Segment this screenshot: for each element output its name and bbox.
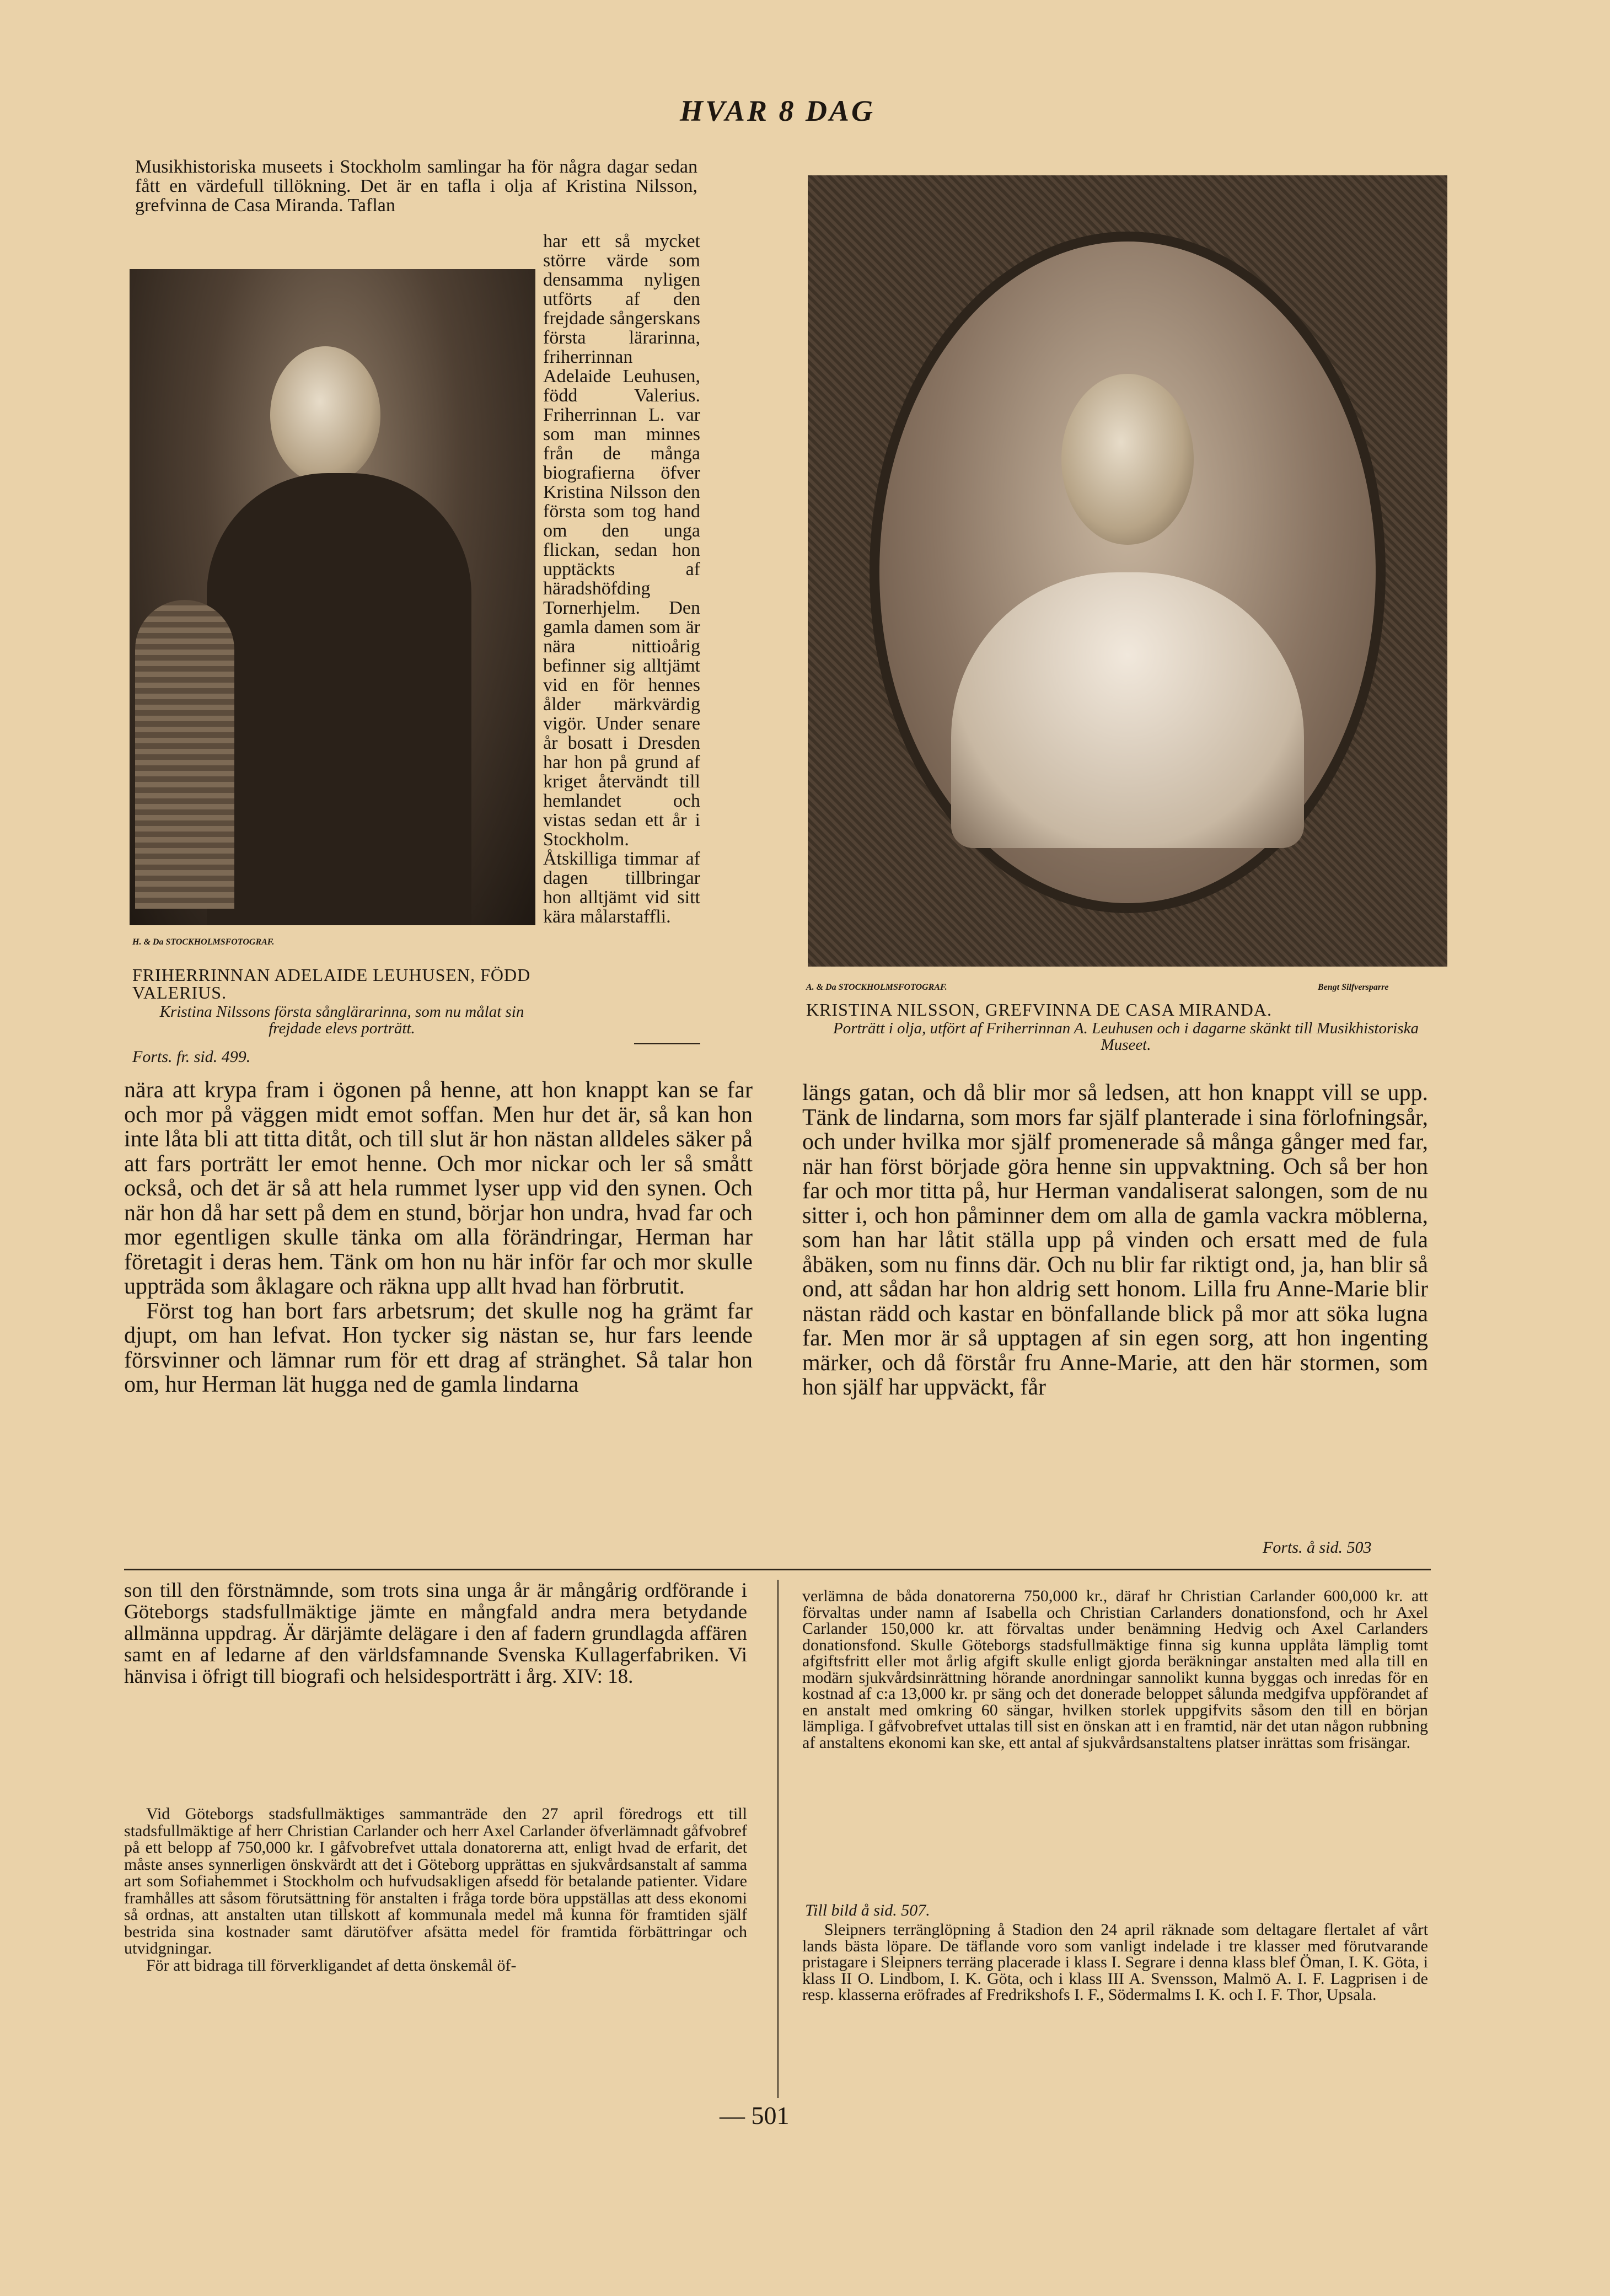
lower-left-text: son till den förstnämnde, som trots sina unga år är mångårig ordförande i Göteborgs stadsfullmäktige jämte en mångfald andra mera betydande allmänna uppdrag. Är därjämte delägare i den af fadern grundlagda affären samt en af ledarne af den världsfamnande Svenska Kullagerfabriken. Vi hänvisa i öfrigt till biografi och helsidesporträtt i årg. XIV: 18. — [124, 1579, 747, 1688]
page-header: HVAR 8 DAG — [679, 94, 876, 127]
lower-right-sleipner: Sleipners terränglöpning å Stadion den 24 april räknade som deltagare flertalet af vårt lands bästa löpare. De täflande voro som vanligt indelade i tre klasser med förutvarande pristagare i Sleipners terräng placerade i klass I. Segrare i denna klass blef Öman, I. K. Göta, i klass II O. Lindbom, I. K. Göta, och i klass III A. Svensson, Malmö A. I. F. Lagprisen i de resp. klasserna eröfrades af Fredrikshofs I. F., Södermalms I. K. och I. F. Thor, Upsala. — [802, 1921, 1428, 2004]
news-paragraph: Vid Göteborgs stadsfullmäktiges sammanträde den 27 april föredrogs ett till stadsfullmäktige af herr Christian Carlander och herr Axel Carlander öfverlämnadt gåfvobref på ett belopp af 750,000 kr. I gåfvobrefvet uttala donatorerna att, enligt hvad de erfarit, det måste anses synnerligen önskvärdt att det i Göteborg upprättas en sjukvårdsanstalt af samma art som Sofiahemmet i Stockholm och hufvudsakligen afsedd för betalande patienter. Vidare framhålles att såsom förutsättning för anstalten i fråga torde böra uppställas att dess ekonomi så ordnas, att anstalten utan tillskott af kommunala medel må kunna för framtiden själf bestrida sina kostnader samt därutöfver afsätta medel för framtida förbättringar och utvidgningar. — [124, 1805, 747, 1957]
lower-left-news — [124, 1806, 747, 1974]
photo-right-credit: A. & Da STOCKHOLMSFOTOGRAF. — [806, 983, 947, 992]
photo-left-credit: H. & Da STOCKHOLMSFOTOGRAF. — [132, 937, 275, 947]
portrait-photo-leuhusen — [130, 269, 535, 925]
oval-frame — [879, 242, 1376, 903]
photo-right-credit-painter: Bengt Silfversparre — [1318, 983, 1389, 992]
news-paragraph: För att bidraga till förverkligandet af detta önskemål öf- — [146, 1956, 517, 1975]
photo-right-subtitle: Porträtt i olja, utfört af Friherrinnan A. Leuhusen och i dagarne skänkt till Musikhistoriska Museet. — [833, 1020, 1419, 1054]
forts-left: Forts. fr. sid. 499. — [132, 1048, 251, 1066]
photo-left-subtitle: Kristina Nilssons första sånglärarinna, som nu målat sin frejdade elevs porträtt. — [159, 1003, 524, 1037]
story-paragraph: Först tog han bort fars arbetsrum; det skulle nog ha grämt far djupt, om han lefvat. Hon tycker sig nästan se, hur fars leende försvinner och lämnar rum för ett drag af stränghet. Så talar hon om, hur Herman lät hugga ned de gamla lindarna — [124, 1298, 753, 1397]
column-divider — [777, 1580, 779, 2098]
story-column-right: längs gatan, och då blir mor så ledsen, att hon knappt vill se upp. Tänk de lindarna, som mors far själf planterade i sina förlofningsår, och under hvilka mor själf promenerade så många gånger med far, när han först började göra henne sin uppvaktning. Och så ber hon far och mor titta på, hur Herman vandaliserat salongen, som de nu sitter i, och hon påminner dem om alla de gamla vackra möblerna, som han har låtit ställa upp på vinden och ersatt med de fula åbäken, som nu finns där. Och nu blir far riktigt ond, ja, han blir så ond, att sådan har hon aldrig sett honom. Lilla fru Anne-Marie blir nästan rädd och kastar en bönfallande blick på mor att söka lugna far. Men mor är så upptagen af sin egen sorg, att hon ingenting märker, och då förstår fru Anne-Marie, att den här stormen, som hon själf har uppväckt, får — [802, 1080, 1428, 1400]
forts-right: Forts. å sid. 503 — [1263, 1538, 1372, 1557]
section-divider — [124, 1569, 1431, 1570]
intro-end-rule — [634, 1043, 700, 1044]
photo-left-title: FRIHERRINNAN ADELAIDE LEUHUSEN, FÖDD VALERIUS. — [132, 965, 531, 1002]
page-number: — 501 — [720, 2101, 790, 2129]
story-paragraph: nära att krypa fram i ögonen på henne, att hon knappt kan se far och mor på väggen midt emot soffan. Men hur det är, så kan hon inte låta bli att titta ditåt, och till slut är hon nästan alldeles säker på att fars porträtt ler emot henne. Och mor nickar och ler så smått också, och det är så att hela rummet lyser upp vid den synen. Och när hon då har sett på dem en stund, börjar hon undra, hvad far och mor egentligen skulle tänka om alla förändringar, Herman har företagit i deras hem. Tänk om hon nu här inför far och mor skulle uppträda som åklagare och räkna upp allt hvad han förbrutit. — [124, 1077, 753, 1299]
portrait-head — [270, 346, 380, 484]
intro-text: Musikhistoriska museets i Stockholm samlingar ha för några dagar sedan fått en värdefull tillökning. Det är en tafla i olja af Kristina Nilsson, grefvinna de Casa Miranda. Taflan — [135, 157, 697, 216]
wicker-chair — [135, 600, 234, 909]
lace-collar — [951, 572, 1304, 848]
photo-right-title: KRISTINA NILSSON, GREFVINNA DE CASA MIRANDA. — [806, 1000, 1272, 1020]
painting-head — [1061, 374, 1194, 545]
portrait-body — [207, 473, 471, 925]
lower-right-text: verlämna de båda donatorerna 750,000 kr., däraf hr Christian Carlander 600,000 kr. att förvaltas under namn af Isabella och Christian Carlanders donationsfond, och hr Axel Carlander 150,000 kr. att förvaltas under benämning Hedvig och Axel Carlanders donationsfond. Skulle Göteborgs stadsfullmäktige finna sig kunna upplåta lämplig tomt afgiftsfritt eller mot årlig afgift skulle enligt gjorda beräkningar anstalten med alla till en modärn sjukvårdsinrättning hörande anordningar sannolikt kunna byggas och inredas för en kostnad af c:a 13,000 kr. pr säng och det donerade beloppet sålunda medgifva uppförandet af en anstalt med omkring 60 sängar, hvilken storlek uppgifvits såsom den till en början lämpliga. I gåfvobrefvet uttalas till sist en önskan att i en framtid, när det utan någon rubbning af anstaltens ekonomi kan ske, ett antal af sjukvårdsanstaltens platser inrättas som frisängar. — [802, 1587, 1428, 1752]
intro-continued: har ett så mycket större värde som densamma nyligen utförts af den frejdade sångerskans första lärarinna, friherrinnan Adelaide Leuhusen, född Valerius. Friherrinnan L. var som man minnes från de många biografierna öfver Kristina Nilsson den första som tog hand om den unga flickan, sedan hon upptäckts af häradshöfding Tornerhjelm. Den gamla damen som är nära nittioårig befinner sig alltjämt vid en för hennes ålder märkvärdig vigör. Under senare år bosatt i Dresden har hon på grund af kriget återvändt till hemlandet och vistas sedan ett år i Stockholm. Åtskilliga timmar af dagen tillbringar hon alltjämt vid sitt kära målarstaffli. — [543, 231, 700, 927]
lower-right-caption: Till bild å sid. 507. — [805, 1901, 930, 1919]
portrait-painting-nilsson — [808, 175, 1447, 967]
story-column-left — [124, 1078, 753, 1397]
